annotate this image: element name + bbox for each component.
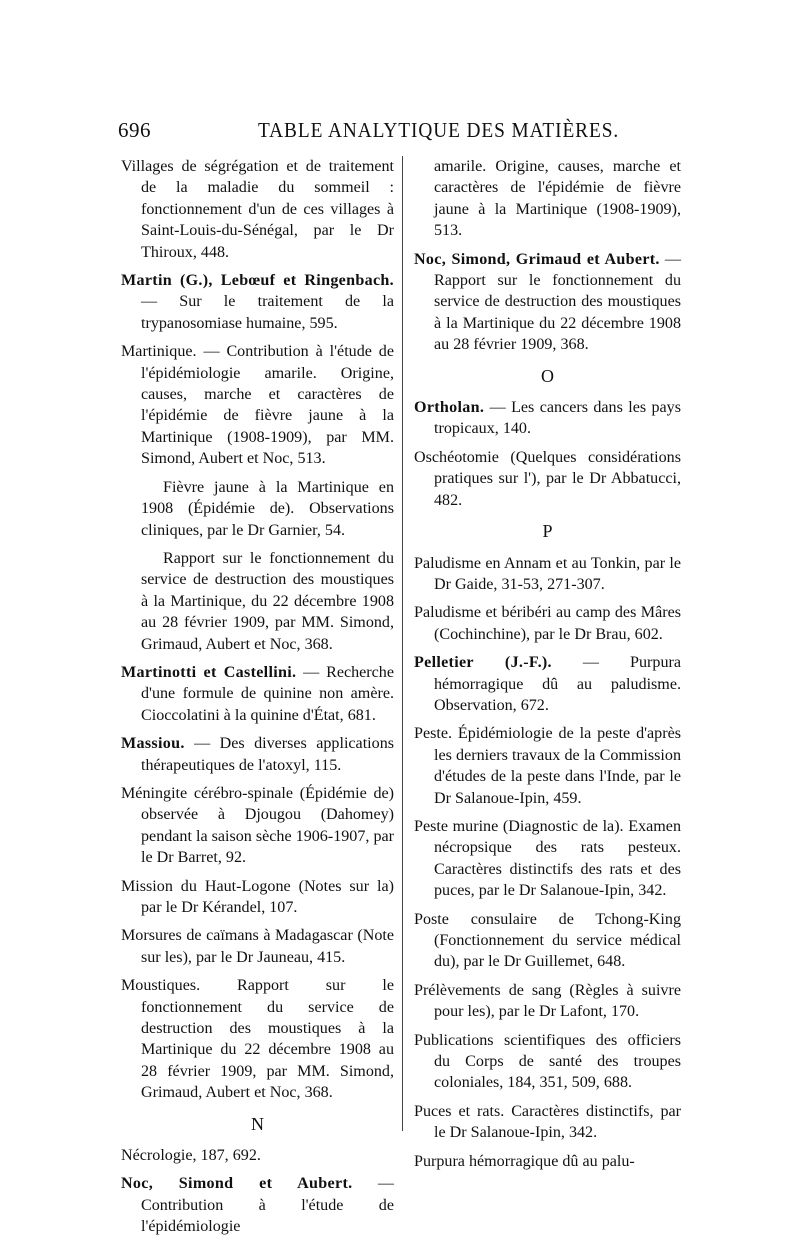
index-column-right bbox=[414, 156, 681, 1179]
index-entry bbox=[121, 477, 394, 541]
entry-author: Noc, Simond et Aubert. bbox=[121, 1175, 353, 1193]
entry-text: — Rapport sur le fonctionnement du service de destruction des moustiques à la Martinique du 22 décembre 1908 au 28 février 1909, 368. bbox=[434, 250, 681, 354]
index-entry bbox=[414, 156, 681, 242]
entry-author: Pelletier (J.-F.). bbox=[414, 654, 552, 672]
entry-author: Massiou. bbox=[121, 735, 185, 753]
index-entry bbox=[414, 249, 681, 356]
index-column-left bbox=[121, 156, 394, 1245]
index-entry bbox=[414, 980, 681, 1023]
page-header bbox=[118, 118, 680, 148]
entry-text: Purpura hémorragique dû au palu- bbox=[414, 1152, 635, 1170]
entry-text: — Contribution à l'étude de l'épidémiologie bbox=[141, 1175, 394, 1236]
entry-text: Mission du Haut-Logone (Notes sur la) par le Dr Kérandel, 107. bbox=[121, 877, 394, 916]
entry-text: — Des diverses applications thérapeutiques de l'atoxyl, 115. bbox=[141, 735, 394, 774]
entry-text: Publications scientifiques des officiers du Corps de santé des troupes coloniales, 184, 351, 509, 688. bbox=[414, 1031, 681, 1092]
index-entry bbox=[414, 1151, 681, 1172]
entry-text: — Recherche d'une formule de quinine non amère. Cioccolatini à la quinine d'État, 681. bbox=[141, 663, 394, 724]
index-entry bbox=[414, 816, 681, 902]
entry-text: Fièvre jaune à la Martinique en 1908 (Épidémie de). Observations cliniques, par le Dr Garnier, 54. bbox=[141, 478, 394, 539]
entry-text: Nécrologie, 187, 692. bbox=[121, 1147, 261, 1165]
entry-author: Martin (G.), Lebœuf et Ringenbach. bbox=[121, 272, 394, 290]
section-letter: N bbox=[251, 1113, 264, 1134]
entry-text: — Les cancers dans les pays tropicaux, 140. bbox=[434, 399, 681, 438]
section-letter: O bbox=[541, 365, 554, 386]
index-entry bbox=[121, 1145, 394, 1166]
page-number: 696 bbox=[118, 118, 151, 142]
entry-author: Ortholan. bbox=[414, 399, 485, 417]
index-entry bbox=[121, 975, 394, 1103]
index-entry bbox=[121, 341, 394, 469]
entry-text: Poste consulaire de Tchong-King (Fonctionnement du service médical du), par le Dr Guillemet, 648. bbox=[414, 910, 681, 971]
index-entry bbox=[121, 876, 394, 919]
index-entry bbox=[121, 1173, 394, 1237]
index-entry bbox=[414, 1030, 681, 1094]
entry-text: Paludisme et béribéri au camp des Mâres (Cochinchine), par le Dr Brau, 602. bbox=[414, 604, 681, 643]
entry-text: Oschéotomie (Quelques considérations pratiques sur l'), par le Dr Abbatucci, 482. bbox=[414, 448, 681, 509]
entry-text: Peste murine (Diagnostic de la). Examen nécropsique des rats pesteux. Caractères distinctifs des rats et des puces, par le Dr Salanoue-Ipin, 342. bbox=[414, 817, 681, 900]
index-entry bbox=[414, 397, 681, 440]
entry-text: Rapport sur le fonctionnement du service de destruction des moustiques à la Martinique, du 22 décembre 1908 au 28 février 1909, par MM. Simond, Grimaud, Aubert et Noc, 368. bbox=[141, 549, 394, 653]
running-title: TABLE ANALYTIQUE DES MATIÈRES. bbox=[258, 118, 620, 142]
entry-text: Morsures de caïmans à Madagascar (Note sur les), par le Dr Jauneau, 415. bbox=[121, 927, 394, 966]
index-entry bbox=[414, 652, 681, 716]
entry-text: Martinique. — Contribution à l'étude de l'épidémiologie amarile. Origine, causes, marche et caractères de l'épidémie de fièvre jaune à la Martinique (1908-1909), par MM. Simond, Aubert et Noc, 513. bbox=[121, 343, 394, 468]
index-entry bbox=[121, 733, 394, 776]
index-entry bbox=[121, 270, 394, 334]
entry-text: Paludisme en Annam et au Tonkin, par le Dr Gaide, 31-53, 271-307. bbox=[414, 554, 681, 593]
entry-text: Moustiques. Rapport sur le fonctionnement du service de destruction des moustiques à la Martinique du 22 décembre 1908 au 28 février 1909, par MM. Simond, Grimaud, Aubert et Noc, 368. bbox=[121, 977, 394, 1102]
index-entry bbox=[121, 925, 394, 968]
index-entry bbox=[414, 447, 681, 511]
index-entry bbox=[121, 548, 394, 655]
index-entry bbox=[121, 662, 394, 726]
entry-author: Noc, Simond, Grimaud et Aubert. bbox=[414, 250, 660, 268]
index-entry bbox=[414, 553, 681, 596]
entry-text: Méningite cérébro-spinale (Épidémie de) observée à Djougou (Dahomey) pendant la saison sèche 1906-1907, par le Dr Barret, 92. bbox=[121, 784, 394, 867]
index-entry bbox=[414, 602, 681, 645]
index-entry bbox=[414, 1101, 681, 1144]
index-entry bbox=[121, 156, 394, 263]
index-entry bbox=[414, 723, 681, 809]
entry-text: Prélèvements de sang (Règles à suivre pour les), par le Dr Lafont, 170. bbox=[414, 981, 681, 1021]
entry-text: Puces et rats. Caractères distinctifs, par le Dr Salanoue-Ipin, 342. bbox=[414, 1102, 681, 1142]
entry-text: — Purpura hémorragique dû au paludisme. Observation, 672. bbox=[434, 654, 681, 714]
entry-text: Villages de ségrégation et de traitement de la maladie du sommeil : fonctionnement d'un de ces villages à Saint-Louis-du-Sénégal, par le Dr Thiroux, 448. bbox=[121, 158, 394, 261]
index-entry bbox=[121, 783, 394, 869]
entry-text: — Sur le traitement de la trypanosomiase humaine, 595. bbox=[141, 293, 394, 332]
entry-author: Martinotti et Castellini. bbox=[121, 663, 297, 681]
index-entry bbox=[414, 909, 681, 973]
column-divider bbox=[402, 156, 403, 1131]
section-letter: P bbox=[542, 521, 553, 542]
entry-text: amarile. Origine, causes, marche et caractères de l'épidémie de fièvre jaune à la Martinique (1908-1909), 513. bbox=[434, 158, 681, 240]
entry-text: Peste. Épidémiologie de la peste d'après les derniers travaux de la Commission d'études de la peste dans l'Inde, par le Dr Salanoue-Ipin, 459. bbox=[414, 725, 681, 807]
